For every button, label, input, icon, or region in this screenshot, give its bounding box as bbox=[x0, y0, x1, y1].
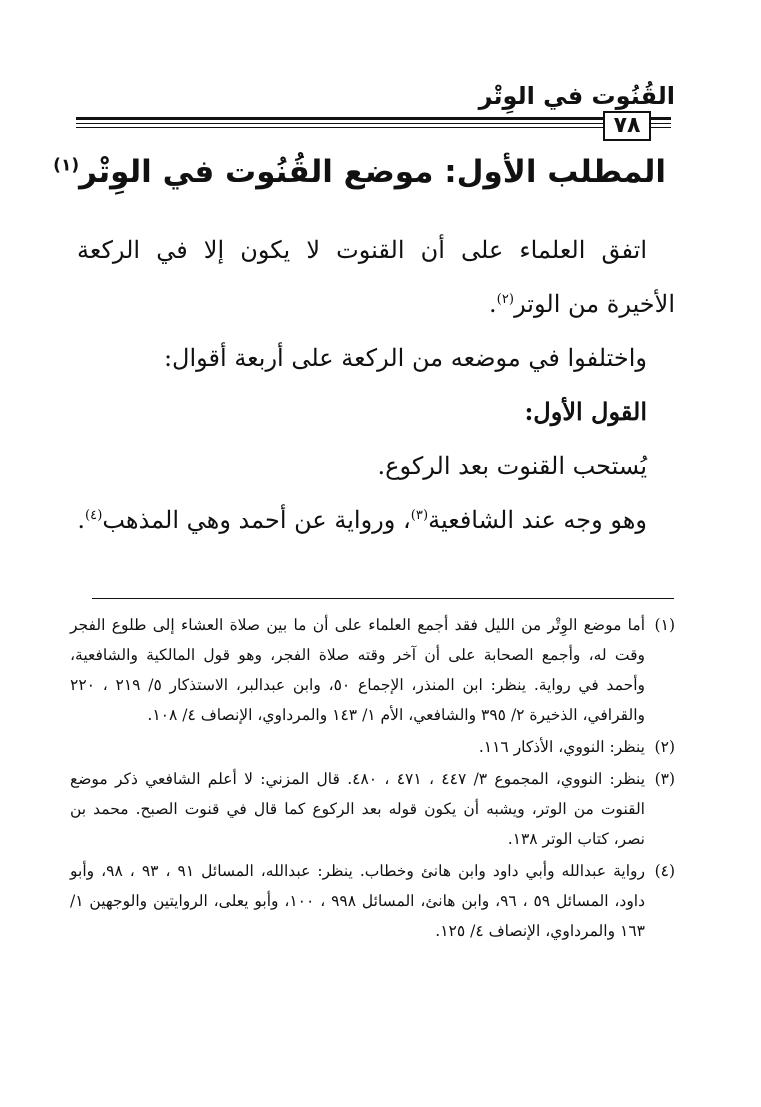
footnote-separator bbox=[92, 598, 674, 599]
footnote-1 bbox=[70, 610, 675, 730]
paragraph-4-text-a: وهو وجه عند الشافعية bbox=[428, 506, 647, 534]
header-rule-thin bbox=[76, 123, 671, 124]
running-title: القُنُوت في الوِتْر bbox=[478, 82, 675, 110]
paragraph-1-end-text: الأخيرة من الوتر bbox=[514, 290, 675, 318]
footnote-ref-3[interactable]: (٣) bbox=[410, 508, 429, 523]
footnote-4-mark: (٤) bbox=[654, 862, 676, 880]
paragraph-3: يُستحب القنوت بعد الركوع. bbox=[377, 452, 647, 480]
section-title bbox=[53, 154, 666, 190]
paragraph-4-text-b: ، ورواية عن أحمد وهي المذهب bbox=[102, 506, 411, 534]
footnote-3-text: ينظر: النووي، المجموع ٣/ ٤٤٧ ، ٤٧١ ، ٤٨٠. قال المزني: لا أعلم الشافعي ذكر موضع القنوت من الوتر، ويشبه أن يكون قوله بعد الركوع كما قال في قنوت الصبح. محمد بن نصر، كتاب الوتر ١٣٨. bbox=[70, 770, 646, 848]
footnote-1-mark: (١) bbox=[654, 616, 675, 634]
page-number: ٧٨ bbox=[603, 111, 651, 141]
paragraph-1-period: . bbox=[489, 290, 497, 318]
footnote-3 bbox=[70, 764, 675, 854]
footnote-4 bbox=[70, 856, 675, 946]
footnote-1-text: أما موضع الوِتْر من الليل فقد أجمع العلماء على أن ما بين صلاة العشاء إلى طلوع الفجر وقت له، وأجمع الصحابة على أن آخر وقته صلاة الفجر، وهو قول المالكية والشافعية، وأحمد في رواية. ينظر: ابن المنذر، الإجماع ٥٠، وابن عبدالبر، الاستذكار ٥/ ٢١٩ ، ٢٢٠ والقرافي، الذخيرة ٢/ ٣٩٥ والشافعي، الأم ١/ ١٤٣ والمرداوي، الإنصاف ٤/ ١٠٨. bbox=[70, 616, 645, 724]
paragraph-2: واختلفوا في موضعه من الركعة على أربعة أقوال: bbox=[163, 344, 647, 372]
subheading-first-opinion: القول الأول: bbox=[524, 397, 647, 426]
footnote-2-text: ينظر: النووي، الأذكار ١١٦. bbox=[478, 738, 645, 756]
main-text bbox=[77, 222, 675, 548]
footnote-ref-4[interactable]: (٤) bbox=[84, 508, 103, 523]
section-title-text: المطلب الأول: موضع القُنُوت في الوِتْر bbox=[79, 154, 666, 190]
footnote-3-mark: (٣) bbox=[654, 770, 676, 788]
paragraph-4 bbox=[77, 492, 675, 548]
paragraph-1-line-2 bbox=[77, 276, 675, 330]
paragraph-1-line-1: اتفق العلماء على أن القنوت لا يكون إلا في الركعة bbox=[77, 236, 647, 264]
footnote-ref-2[interactable]: (٢) bbox=[496, 292, 515, 307]
footnotes bbox=[70, 610, 675, 948]
header-rule-thick bbox=[76, 117, 671, 120]
footnote-2 bbox=[70, 732, 675, 762]
footnote-2-mark: (٢) bbox=[654, 738, 675, 756]
footnote-ref-1[interactable]: (١) bbox=[53, 155, 80, 176]
header-rule-thin-lower bbox=[76, 127, 671, 128]
footnote-4-text: رواية عبدالله وأبي داود وابن هانئ وخطاب. ينظر: عبدالله، المسائل ٩١ ، ٩٣ ، ٩٨، وأبو داود، المسائل ٥٩ ، ٩٦، وابن هانئ، المسائل ٩٩٨ ، ١٠٠، وأبو يعلى، الروايتين والوجهين ١/ ١٦٣ والمرداوي، الإنصاف ٤/ ١٢٥. bbox=[70, 862, 646, 940]
paragraph-4-period: . bbox=[77, 506, 85, 534]
